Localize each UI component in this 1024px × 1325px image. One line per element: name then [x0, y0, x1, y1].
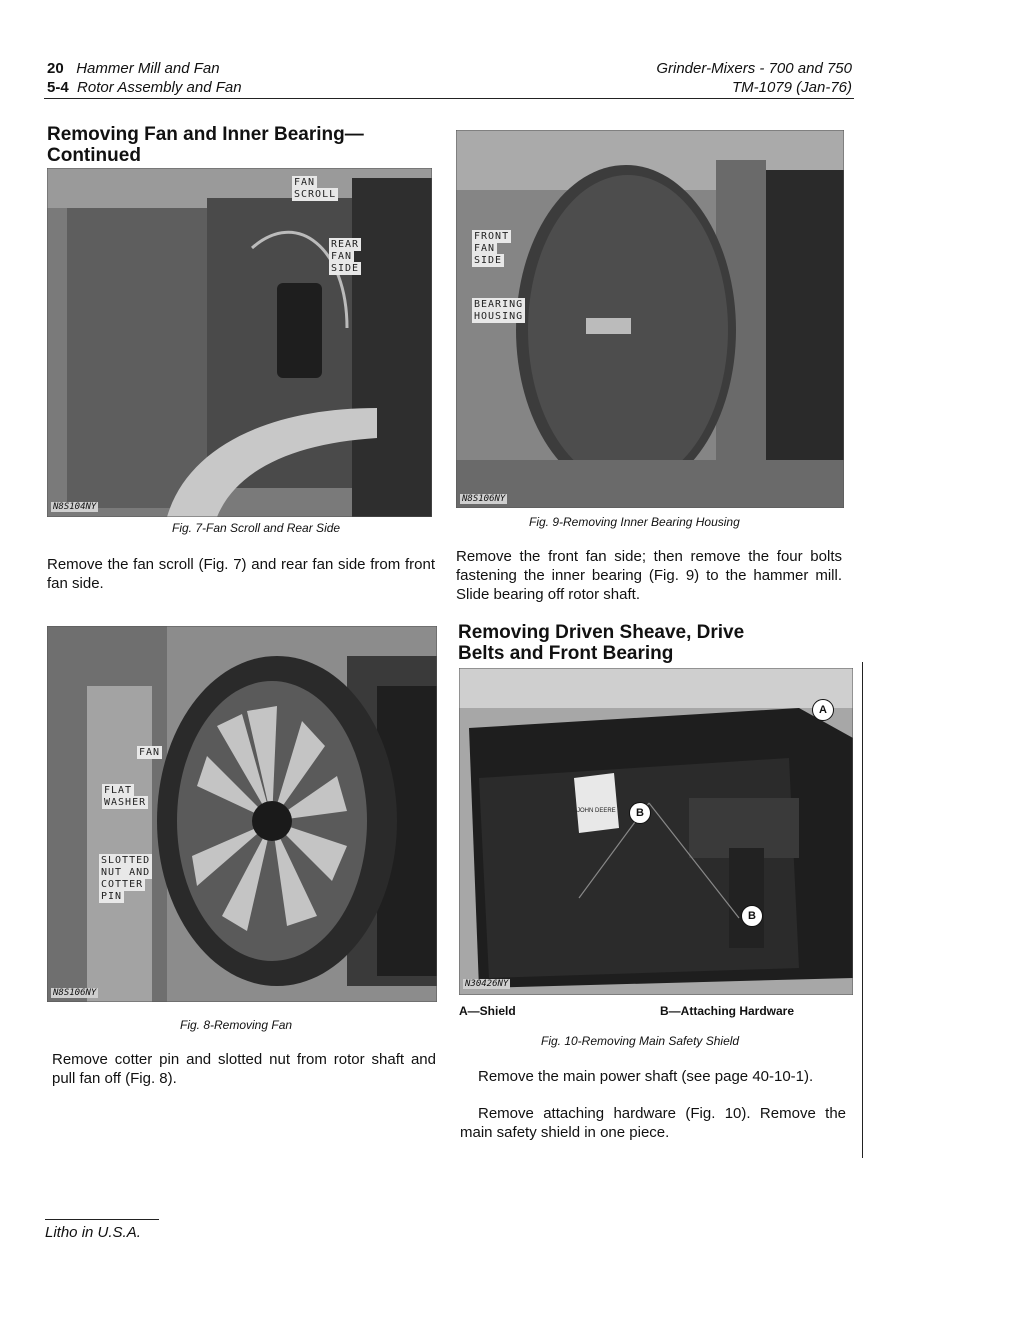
fig7-label-scroll: SCROLL	[294, 189, 337, 200]
manual-number: TM-1079 (Jan-76)	[731, 79, 852, 96]
footer-rule	[45, 1219, 159, 1220]
fig8-caption: Fig. 8-Removing Fan	[180, 1018, 293, 1032]
fig8-photo	[47, 626, 437, 1002]
running-header-left	[47, 59, 407, 97]
fig7-label-rear: REAR	[331, 239, 360, 250]
fig9-code: N8S106NY	[462, 494, 506, 504]
running-header-right	[560, 59, 852, 97]
fig7-label-fan: FAN	[294, 177, 316, 188]
fig9-text: Remove the front fan side; then remove the four bolts fastening the inner bearing (Fig. 9) to the hammer mill. Slide bearing off rotor shaft.	[456, 548, 842, 603]
callout-a: A	[812, 699, 834, 721]
fig10-legend-b: B—Attaching Hardware	[660, 1004, 795, 1018]
subsection-title: Rotor Assembly and Fan	[77, 79, 242, 96]
fig8-label-nut-and: NUT AND	[101, 867, 151, 878]
header-rule	[44, 98, 854, 99]
fig8-code: N8S106NY	[53, 988, 97, 998]
fig9-label-housing: HOUSING	[474, 311, 524, 322]
fig9-label-fan: FAN	[474, 243, 496, 254]
callout-b-upper: B	[629, 802, 651, 824]
fig8-label-fan: FAN	[139, 747, 161, 758]
john-deere-logo: JOHN DEERE	[577, 808, 616, 814]
fig9-label-side: SIDE	[474, 255, 503, 266]
section-heading-1: Removing Fan and Inner Bearing— Continued	[47, 124, 364, 166]
fig9-caption: Fig. 9-Removing Inner Bearing Housing	[529, 515, 740, 529]
fig9-label-front: FRONT	[474, 231, 510, 242]
fig10-text-1: Remove the main power shaft (see page 40-10-1).	[478, 1068, 814, 1085]
section-title: Hammer Mill and Fan	[76, 60, 220, 77]
fig10-legend-a: A—Shield	[459, 1004, 516, 1018]
fig7-photo	[47, 168, 432, 517]
fig7-label-fan2: FAN	[331, 251, 353, 262]
section-heading-2: Removing Driven Sheave, Drive Belts and Front Bearing	[458, 622, 745, 664]
page-number: 20	[47, 60, 64, 77]
fig7-label-side: SIDE	[331, 263, 360, 274]
fig7-text: Remove the fan scroll (Fig. 7) and rear fan side from front fan side.	[47, 556, 435, 592]
fig8-text: Remove cotter pin and slotted nut from rotor shaft and pull fan off (Fig. 8).	[52, 1051, 436, 1087]
fig7-caption: Fig. 7-Fan Scroll and Rear Side	[172, 521, 341, 535]
fig8-label-flat: FLAT	[104, 785, 133, 796]
fig8-label-washer: WASHER	[104, 797, 147, 808]
fig8-label-pin: PIN	[101, 891, 123, 902]
fig10-caption: Fig. 10-Removing Main Safety Shield	[541, 1034, 740, 1048]
subsection-number: 5-4	[47, 79, 69, 96]
fig9-label-bearing: BEARING	[474, 299, 524, 310]
fig8-label-cotter: COTTER	[101, 879, 144, 890]
fig7-code: N8S104NY	[53, 502, 97, 512]
fig10-photo	[459, 668, 853, 995]
fig10-text-2: Remove attaching hardware (Fig. 10). Remove the main safety shield in one piece.	[460, 1105, 846, 1141]
manual-title: Grinder-Mixers - 700 and 750	[656, 60, 852, 77]
fig10-code: N30426NY	[465, 979, 509, 989]
fig8-label-slotted: SLOTTED	[101, 855, 151, 866]
callout-b-lower: B	[741, 905, 763, 927]
right-margin-rule	[862, 662, 863, 1158]
fig9-photo	[456, 130, 844, 508]
footer-litho: Litho in U.S.A.	[45, 1224, 141, 1241]
